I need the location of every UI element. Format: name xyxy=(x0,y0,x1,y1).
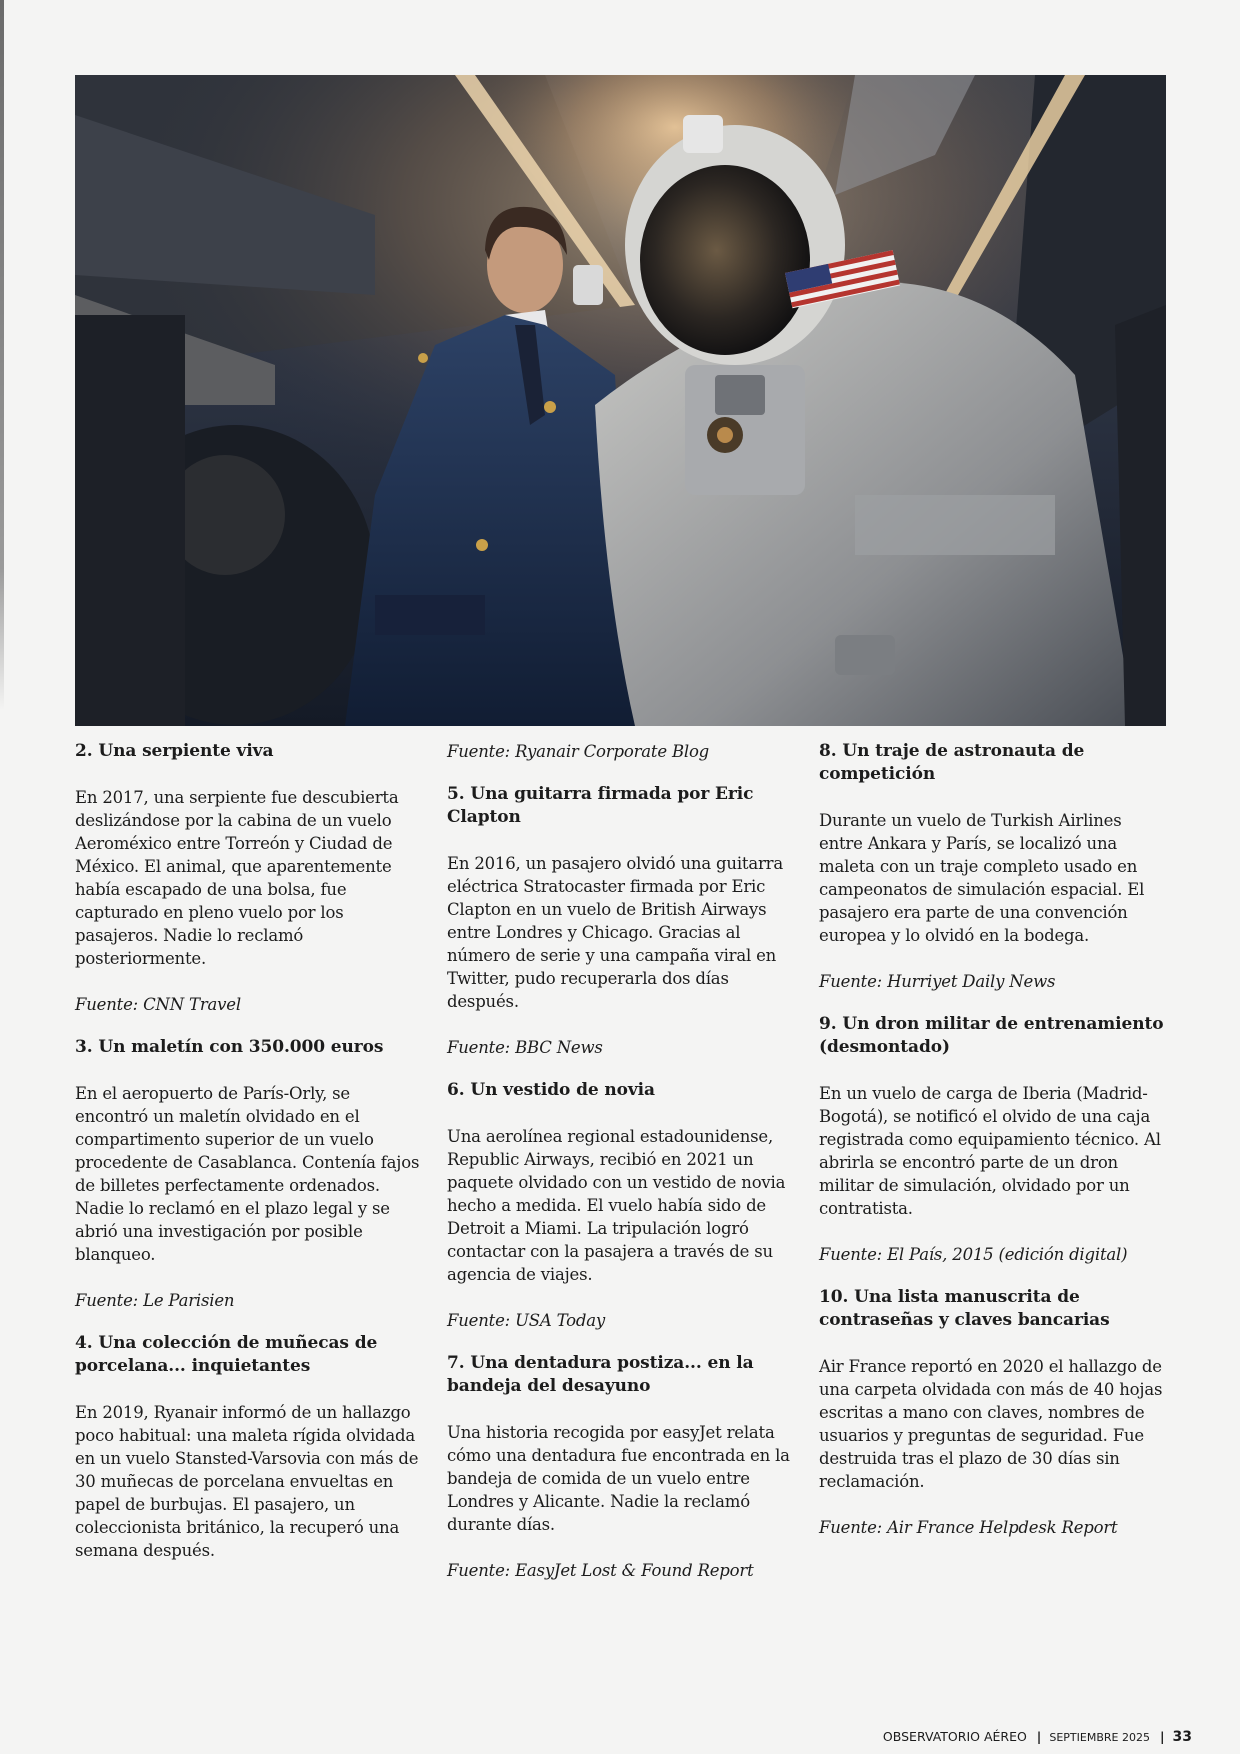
column-2 xyxy=(447,740,797,1602)
item-9-source: Fuente: El País, 2015 (edición digital) xyxy=(819,1245,1128,1264)
item-2-source: Fuente: CNN Travel xyxy=(75,995,241,1014)
item-2-body: En 2017, una serpiente fue descubierta deslizándose por la cabina de un vuelo Aeroméxico entre Torreón y Ciudad de México. El animal, que aparentemente había escapado de una bolsa, fue capturado en pleno vuelo por los pasajeros. Nadie lo reclamó posteriormente. xyxy=(75,788,399,968)
item-10-body: Air France reportó en 2020 el hallazgo de una carpeta olvidada con más de 40 hojas escritas a mano con claves, nombres de usuarios y preguntas de seguridad. Fue destruida tras el plazo de 30 días sin reclamación. xyxy=(819,1357,1163,1491)
item-8-title: 8. Un traje de astronauta de competición xyxy=(819,741,1085,784)
item-7-title: 7. Una dentadura postiza... en la bandeja del desayuno xyxy=(447,1353,754,1396)
page-edge-bar xyxy=(0,0,4,710)
item-7-body: Una historia recogida por easyJet relata cómo una dentadura fue encontrada en la bandeja de comida de un vuelo entre Londres y Alicante. Nadie la reclamó durante días. xyxy=(447,1423,790,1534)
item-4-source: Fuente: Ryanair Corporate Blog xyxy=(447,742,710,761)
column-1 xyxy=(75,740,425,1585)
item-5-body: En 2016, un pasajero olvidó una guitarra eléctrica Stratocaster firmada por Eric Clapton en un vuelo de British Airways entre Londres y Chicago. Gracias al número de serie y una campaña viral en Twitter, pudo recuperarla dos días después. xyxy=(447,854,783,1011)
item-9-body: En un vuelo de carga de Iberia (Madrid-Bogotá), se notificó el olvido de una caja registrada como equipamiento técnico. Al abrirla se encontró parte de un dron militar de simulación, olvidado por un contratista. xyxy=(819,1084,1161,1218)
column-3 xyxy=(819,740,1169,1559)
item-6-source: Fuente: USA Today xyxy=(447,1311,606,1330)
footer-separator: | xyxy=(1036,1729,1042,1744)
item-10-title: 10. Una lista manuscrita de contraseñas y claves bancarias xyxy=(819,1287,1110,1330)
item-2-title: 2. Una serpiente viva xyxy=(75,741,274,761)
item-4-title: 4. Una colección de muñecas de porcelana... inquietantes xyxy=(75,1333,378,1376)
item-8-body: Durante un vuelo de Turkish Airlines entre Ankara y París, se localizó una maleta con un traje completo usado en campeonatos de simulación espacial. El pasajero era parte de una convención europea y lo olvidó en la bodega. xyxy=(819,811,1145,945)
item-8-source: Fuente: Hurriyet Daily News xyxy=(819,972,1056,991)
item-6-body: Una aerolínea regional estadounidense, Republic Airways, recibió en 2021 un paquete olvidado con un vestido de novia hecho a medida. El vuelo había sido de Detroit a Miami. La tripulación logró contactar con la pasajera a través de su agencia de viajes. xyxy=(447,1127,786,1284)
item-3-title: 3. Un maletín con 350.000 euros xyxy=(75,1037,384,1057)
page-footer xyxy=(883,1729,1192,1745)
item-5-source: Fuente: BBC News xyxy=(447,1038,603,1057)
item-9-title: 9. Un dron militar de entrenamiento (desmontado) xyxy=(819,1014,1164,1057)
item-10-source: Fuente: Air France Helpdesk Report xyxy=(819,1518,1118,1537)
hero-photo xyxy=(75,75,1166,726)
magazine-name: OBSERVATORIO AÉREO xyxy=(882,1729,1027,1744)
item-3-body: En el aeropuerto de París-Orly, se encontró un maletín olvidado en el compartimento superior de un vuelo procedente de Casablanca. Contenía fajos de billetes perfectamente ordenados. Nadie lo reclamó en el plazo legal y se abrió una investigación por posible blanqueo. xyxy=(75,1084,420,1264)
article-columns xyxy=(75,740,1166,1620)
issue-date: SEPTIEMBRE 2025 xyxy=(1049,1731,1150,1744)
item-3-source: Fuente: Le Parisien xyxy=(75,1291,235,1310)
page-separator: | xyxy=(1159,1729,1165,1744)
page-number: 33 xyxy=(1172,1729,1192,1745)
item-7-source: Fuente: EasyJet Lost & Found Report xyxy=(447,1561,754,1580)
item-6-title: 6. Un vestido de novia xyxy=(447,1080,655,1100)
item-5-title: 5. Una guitarra firmada por Eric Clapton xyxy=(447,784,754,827)
photo-astronaut-stewardess-icon xyxy=(75,75,1166,726)
item-4-body: En 2019, Ryanair informó de un hallazgo poco habitual: una maleta rígida olvidada en un vuelo Stansted-Varsovia con más de 30 muñecas de porcelana envueltas en papel de burbujas. El pasajero, un coleccionista británico, la recuperó una semana después. xyxy=(75,1403,419,1560)
